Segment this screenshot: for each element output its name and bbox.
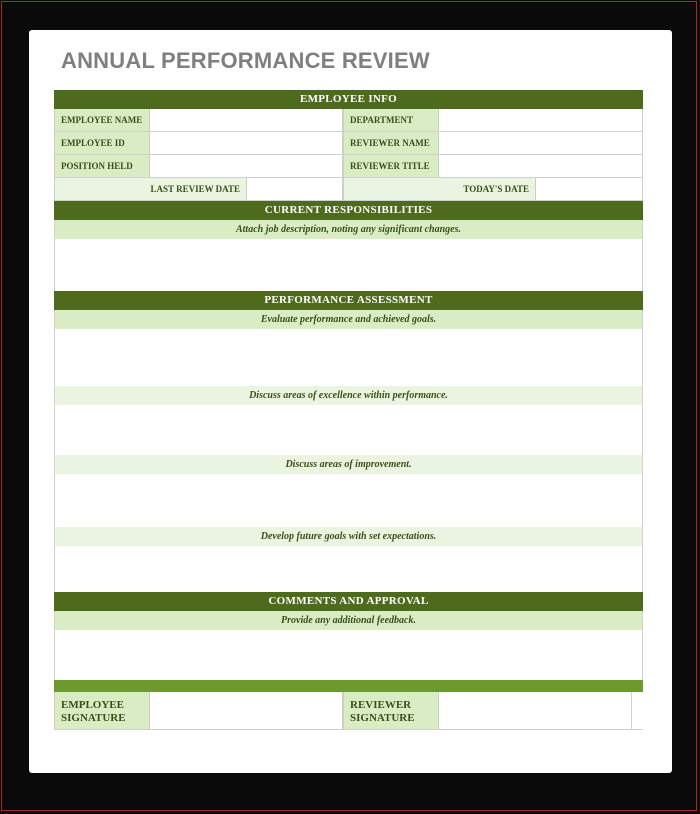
position-held-field[interactable] bbox=[150, 155, 343, 177]
todays-date-field[interactable] bbox=[536, 178, 643, 200]
info-row bbox=[54, 132, 643, 155]
comments-text-area[interactable] bbox=[54, 630, 643, 680]
employee-signature-label-line2: SIGNATURE bbox=[61, 712, 126, 724]
employee-info-header: EMPLOYEE INFO bbox=[54, 90, 643, 109]
last-review-date-field[interactable] bbox=[247, 178, 343, 200]
employee-signature-label-line1: EMPLOYEE bbox=[61, 699, 124, 711]
employee-signature-field[interactable] bbox=[150, 692, 343, 729]
info-row bbox=[54, 155, 643, 178]
goals-text-area[interactable] bbox=[54, 329, 643, 386]
assessment-prompt-future-goals: Develop future goals with set expectations. bbox=[54, 527, 643, 546]
review-form bbox=[54, 90, 643, 730]
last-review-date-label: LAST REVIEW DATE bbox=[54, 178, 247, 200]
employee-signature-label bbox=[54, 692, 150, 729]
comments-header: COMMENTS AND APPROVAL bbox=[54, 592, 643, 611]
assessment-prompt-goals: Evaluate performance and achieved goals. bbox=[54, 310, 643, 329]
excellence-text-area[interactable] bbox=[54, 405, 643, 455]
assessment-prompt-excellence: Discuss areas of excellence within performance. bbox=[54, 386, 643, 405]
reviewer-signature-field[interactable] bbox=[439, 692, 632, 729]
comments-prompt: Provide any additional feedback. bbox=[54, 611, 643, 630]
signature-divider bbox=[54, 680, 643, 692]
review-form-page bbox=[29, 30, 672, 773]
employee-name-field[interactable] bbox=[150, 109, 343, 131]
page-title: ANNUAL PERFORMANCE REVIEW bbox=[61, 48, 430, 73]
employee-id-label: EMPLOYEE ID bbox=[54, 132, 150, 154]
responsibilities-header: CURRENT RESPONSIBILITIES bbox=[54, 201, 643, 220]
reviewer-name-field[interactable] bbox=[439, 132, 643, 154]
position-held-label: POSITION HELD bbox=[54, 155, 150, 177]
department-field[interactable] bbox=[439, 109, 643, 131]
signature-row bbox=[54, 692, 643, 730]
assessment-header: PERFORMANCE ASSESSMENT bbox=[54, 291, 643, 310]
future-goals-text-area[interactable] bbox=[54, 546, 643, 592]
reviewer-signature-label-line2: SIGNATURE bbox=[350, 712, 415, 724]
assessment-prompt-improvement: Discuss areas of improvement. bbox=[54, 455, 643, 474]
employee-id-field[interactable] bbox=[150, 132, 343, 154]
reviewer-title-field[interactable] bbox=[439, 155, 643, 177]
improvement-text-area[interactable] bbox=[54, 474, 643, 527]
info-row bbox=[54, 178, 643, 201]
todays-date-label: TODAY'S DATE bbox=[343, 178, 536, 200]
info-row bbox=[54, 109, 643, 132]
responsibilities-text-area[interactable] bbox=[54, 239, 643, 291]
department-label: DEPARTMENT bbox=[343, 109, 439, 131]
reviewer-signature-label bbox=[343, 692, 439, 729]
employee-name-label: EMPLOYEE NAME bbox=[54, 109, 150, 131]
reviewer-name-label: REVIEWER NAME bbox=[343, 132, 439, 154]
reviewer-signature-label-line1: REVIEWER bbox=[350, 699, 412, 711]
responsibilities-prompt: Attach job description, noting any significant changes. bbox=[54, 220, 643, 239]
reviewer-title-label: REVIEWER TITLE bbox=[343, 155, 439, 177]
